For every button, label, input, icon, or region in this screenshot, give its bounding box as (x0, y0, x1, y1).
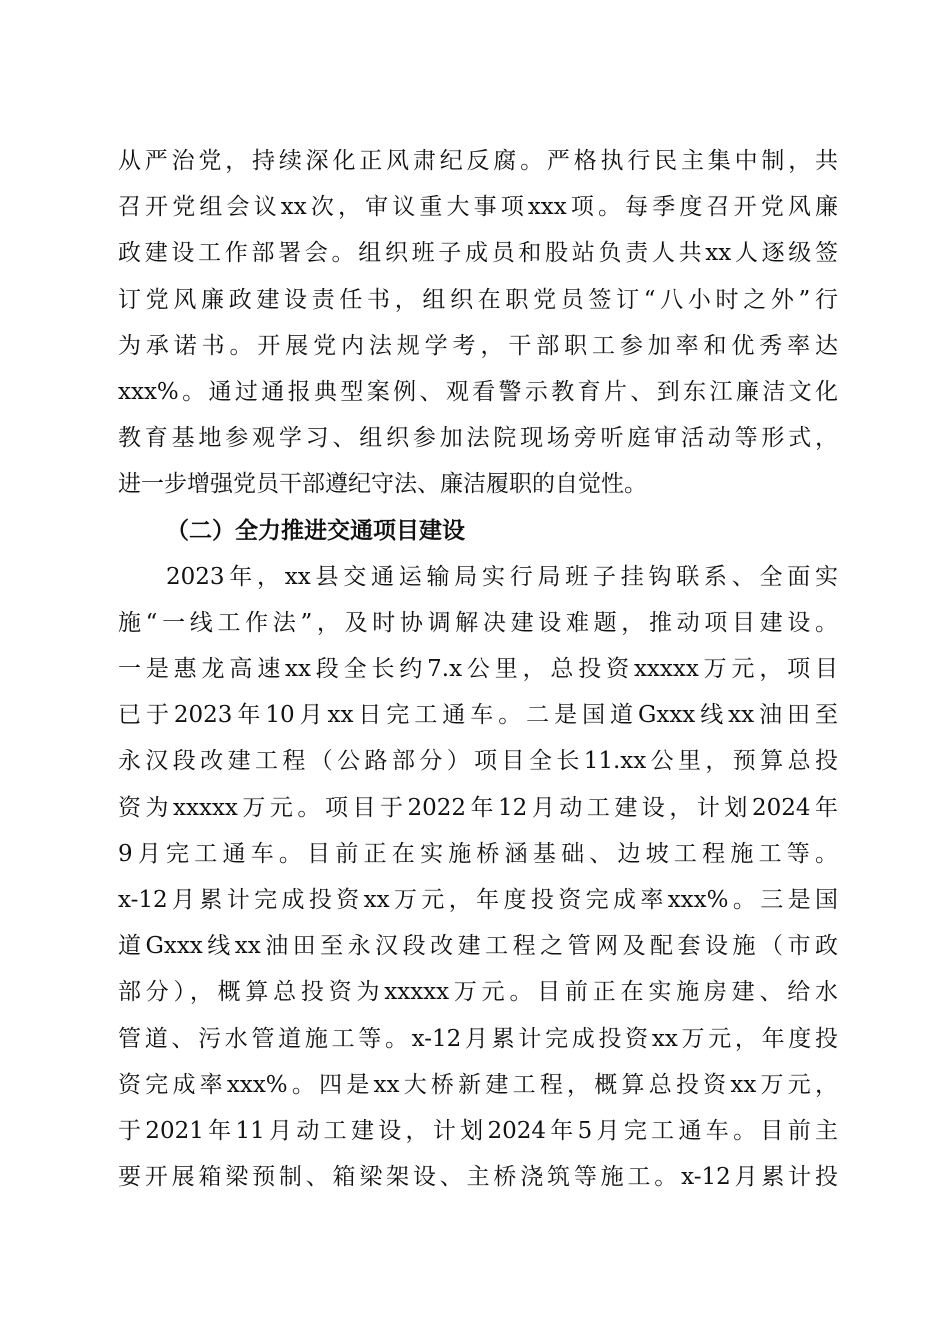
text-line: 部分），概算总投资为xxxxx万元。目前正在实施房建、给水 (118, 979, 838, 1006)
text-line: 一是惠龙高速xx段全长约7.x公里，总投资xxxxx万元，项目 (118, 656, 838, 683)
text-line: 已于2023年10月xx日完工通车。二是国道Gxxx线xx油田至 (118, 702, 838, 729)
text-line: 召开党组会议xx次，审议重大事项xxx项。每季度召开党风廉 (118, 194, 838, 221)
text-line: 永汉段改建工程（公路部分）项目全长11.xx公里，预算总投 (118, 748, 838, 775)
text-line: 于2021年11月动工建设，计划2024年5月完工通车。目前主 (118, 1117, 838, 1144)
text-line: 道Gxxx线xx油田至永汉段改建工程之管网及配套设施（市政 (118, 933, 838, 960)
text-line: 教育基地参观学习、组织参加法院现场旁听庭审活动等形式， (118, 425, 838, 452)
text-line: 2023年，xx县交通运输局实行局班子挂钩联系、全面实 (166, 563, 838, 590)
text-line: xxx%。通过通报典型案例、观看警示教育片、到东江廉洁文化 (118, 378, 838, 405)
text-line: 政建设工作部署会。组织班子成员和股站负责人共xx人逐级签 (118, 240, 838, 267)
text-line: 进一步增强党员干部遵纪守法、廉洁履职的自觉性。 (118, 471, 647, 498)
text-line: 为承诺书。开展党内法规学考，干部职工参加率和优秀率达 (118, 332, 838, 359)
text-line: 从严治党，持续深化正风肃纪反腐。严格执行民主集中制，共 (118, 148, 838, 174)
text-line: 9月完工通车。目前正在实施桥涵基础、边坡工程施工等。 (118, 840, 838, 867)
section-heading: （二）全力推进交通项目建设 (166, 516, 465, 544)
text-line: 资完成率xxx%。四是xx大桥新建工程，概算总投资xx万元， (118, 1071, 838, 1098)
text-line: 施“一线工作法”，及时协调解决建设难题，推动项目建设。 (118, 609, 838, 636)
text-line: 要开展箱梁预制、箱梁架设、主桥浇筑等施工。x-12月累计投 (118, 1164, 838, 1191)
text-line: 资为xxxxx万元。项目于2022年12月动工建设，计划2024年 (118, 794, 838, 821)
text-line: 订党风廉政建设责任书，组织在职党员签订“八小时之外”行 (118, 286, 838, 313)
text-line: x-12月累计完成投资xx万元，年度投资完成率xxx%。三是国 (118, 887, 838, 913)
text-line: 管道、污水管道施工等。x-12月累计完成投资xx万元，年度投 (118, 1025, 838, 1052)
body-text (118, 138, 838, 1200)
